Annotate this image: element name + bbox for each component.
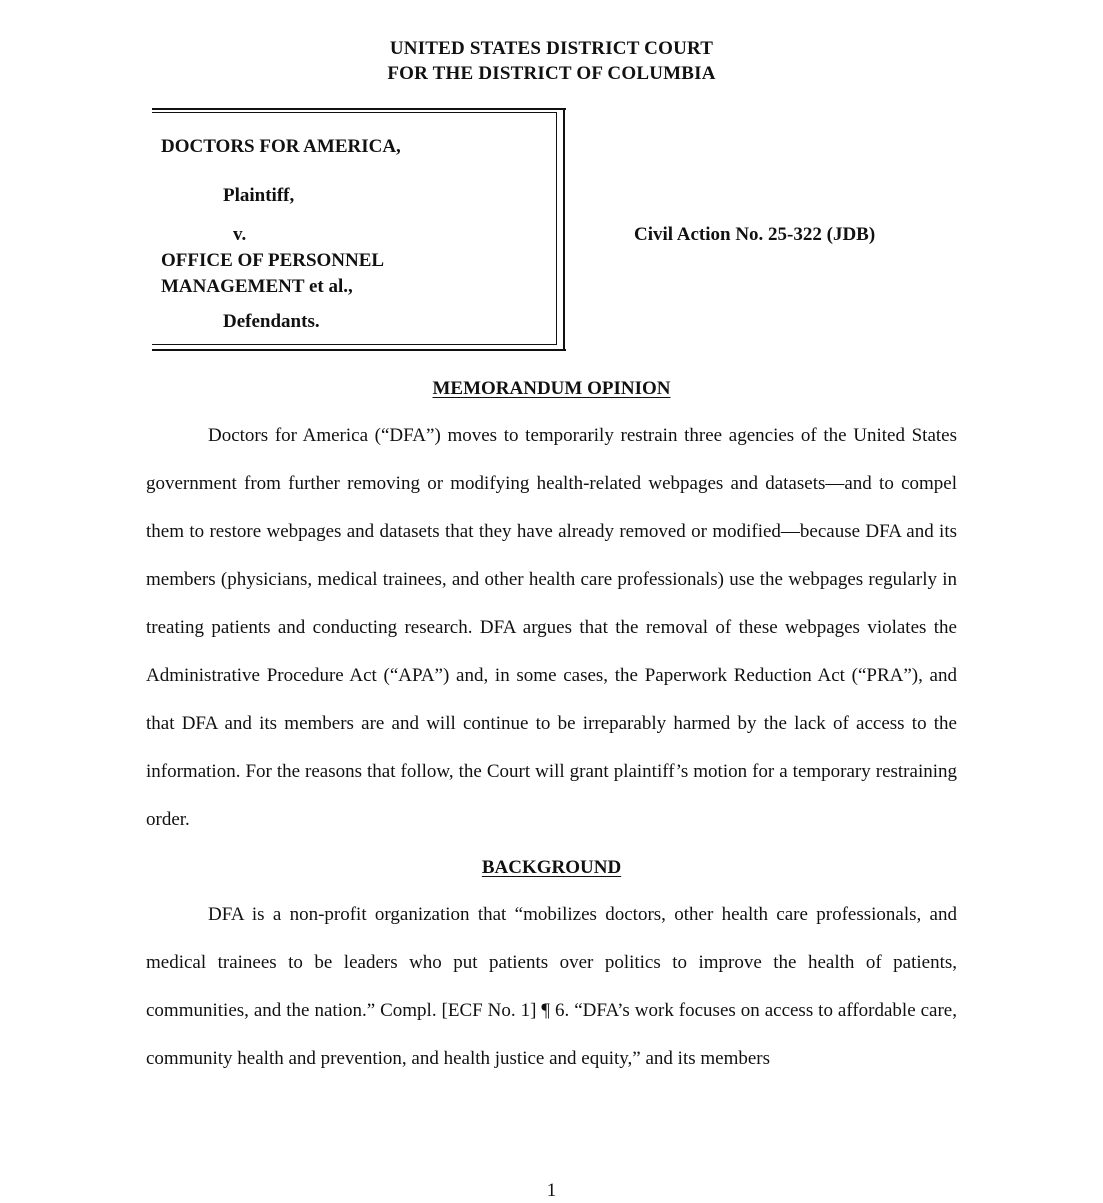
caption-border-right-inner bbox=[556, 112, 557, 345]
caption-border-bottom-inner bbox=[152, 344, 556, 345]
background-paragraph: DFA is a non-profit organization that “mobilizes doctors, other health care professionals, and medical trainees to be leaders who put patients over politics to improve the health of patients, communities, and the nation.” Compl. [ECF No. 1] ¶ 6. “DFA’s work focuses on access to affordable care, community health and prevention, and health justice and equity,” and its members bbox=[146, 904, 957, 1069]
civil-action-number: Civil Action No. 25-322 (JDB) bbox=[634, 224, 876, 245]
caption-border-bottom-outer bbox=[152, 349, 566, 351]
caption-border-top-inner bbox=[152, 112, 556, 113]
court-header bbox=[0, 36, 1103, 86]
defendant-name-line-2: MANAGEMENT et al., bbox=[161, 276, 353, 297]
memorandum-paragraph: Doctors for America (“DFA”) moves to temporarily restrain three agencies of the United States government from further removing or modifying health-related webpages and datasets—and to compel them to restore webpages and datasets that they have already removed or modified—because DFA and its members (physicians, medical trainees, and other health care professionals) use the webpages regularly in treating patients and conducting research. DFA argues that the removal of these webpages violates the Administrative Procedure Act (“APA”) and, in some cases, the Paperwork Reduction Act (“PRA”), and that DFA and its members are and will continue to be irreparably harmed by the lack of access to the information. For the reasons that follow, the Court will grant plaintiff’s motion for a temporary restraining order. bbox=[146, 425, 957, 830]
caption-border-right-outer bbox=[563, 108, 565, 351]
versus-label: v. bbox=[233, 224, 247, 245]
defendant-name-line-1: OFFICE OF PERSONNEL bbox=[161, 250, 385, 271]
background-heading: BACKGROUND bbox=[481, 857, 622, 878]
page-number: 1 bbox=[546, 1180, 557, 1201]
memorandum-heading: MEMORANDUM OPINION bbox=[432, 378, 671, 399]
court-district: FOR THE DISTRICT OF COLUMBIA bbox=[387, 63, 716, 84]
court-name: UNITED STATES DISTRICT COURT bbox=[389, 38, 714, 59]
defendants-label: Defendants. bbox=[223, 311, 320, 332]
caption-border-top-outer bbox=[152, 108, 566, 110]
plaintiff-label: Plaintiff, bbox=[223, 185, 295, 206]
plaintiff-name: DOCTORS FOR AMERICA, bbox=[161, 136, 401, 157]
